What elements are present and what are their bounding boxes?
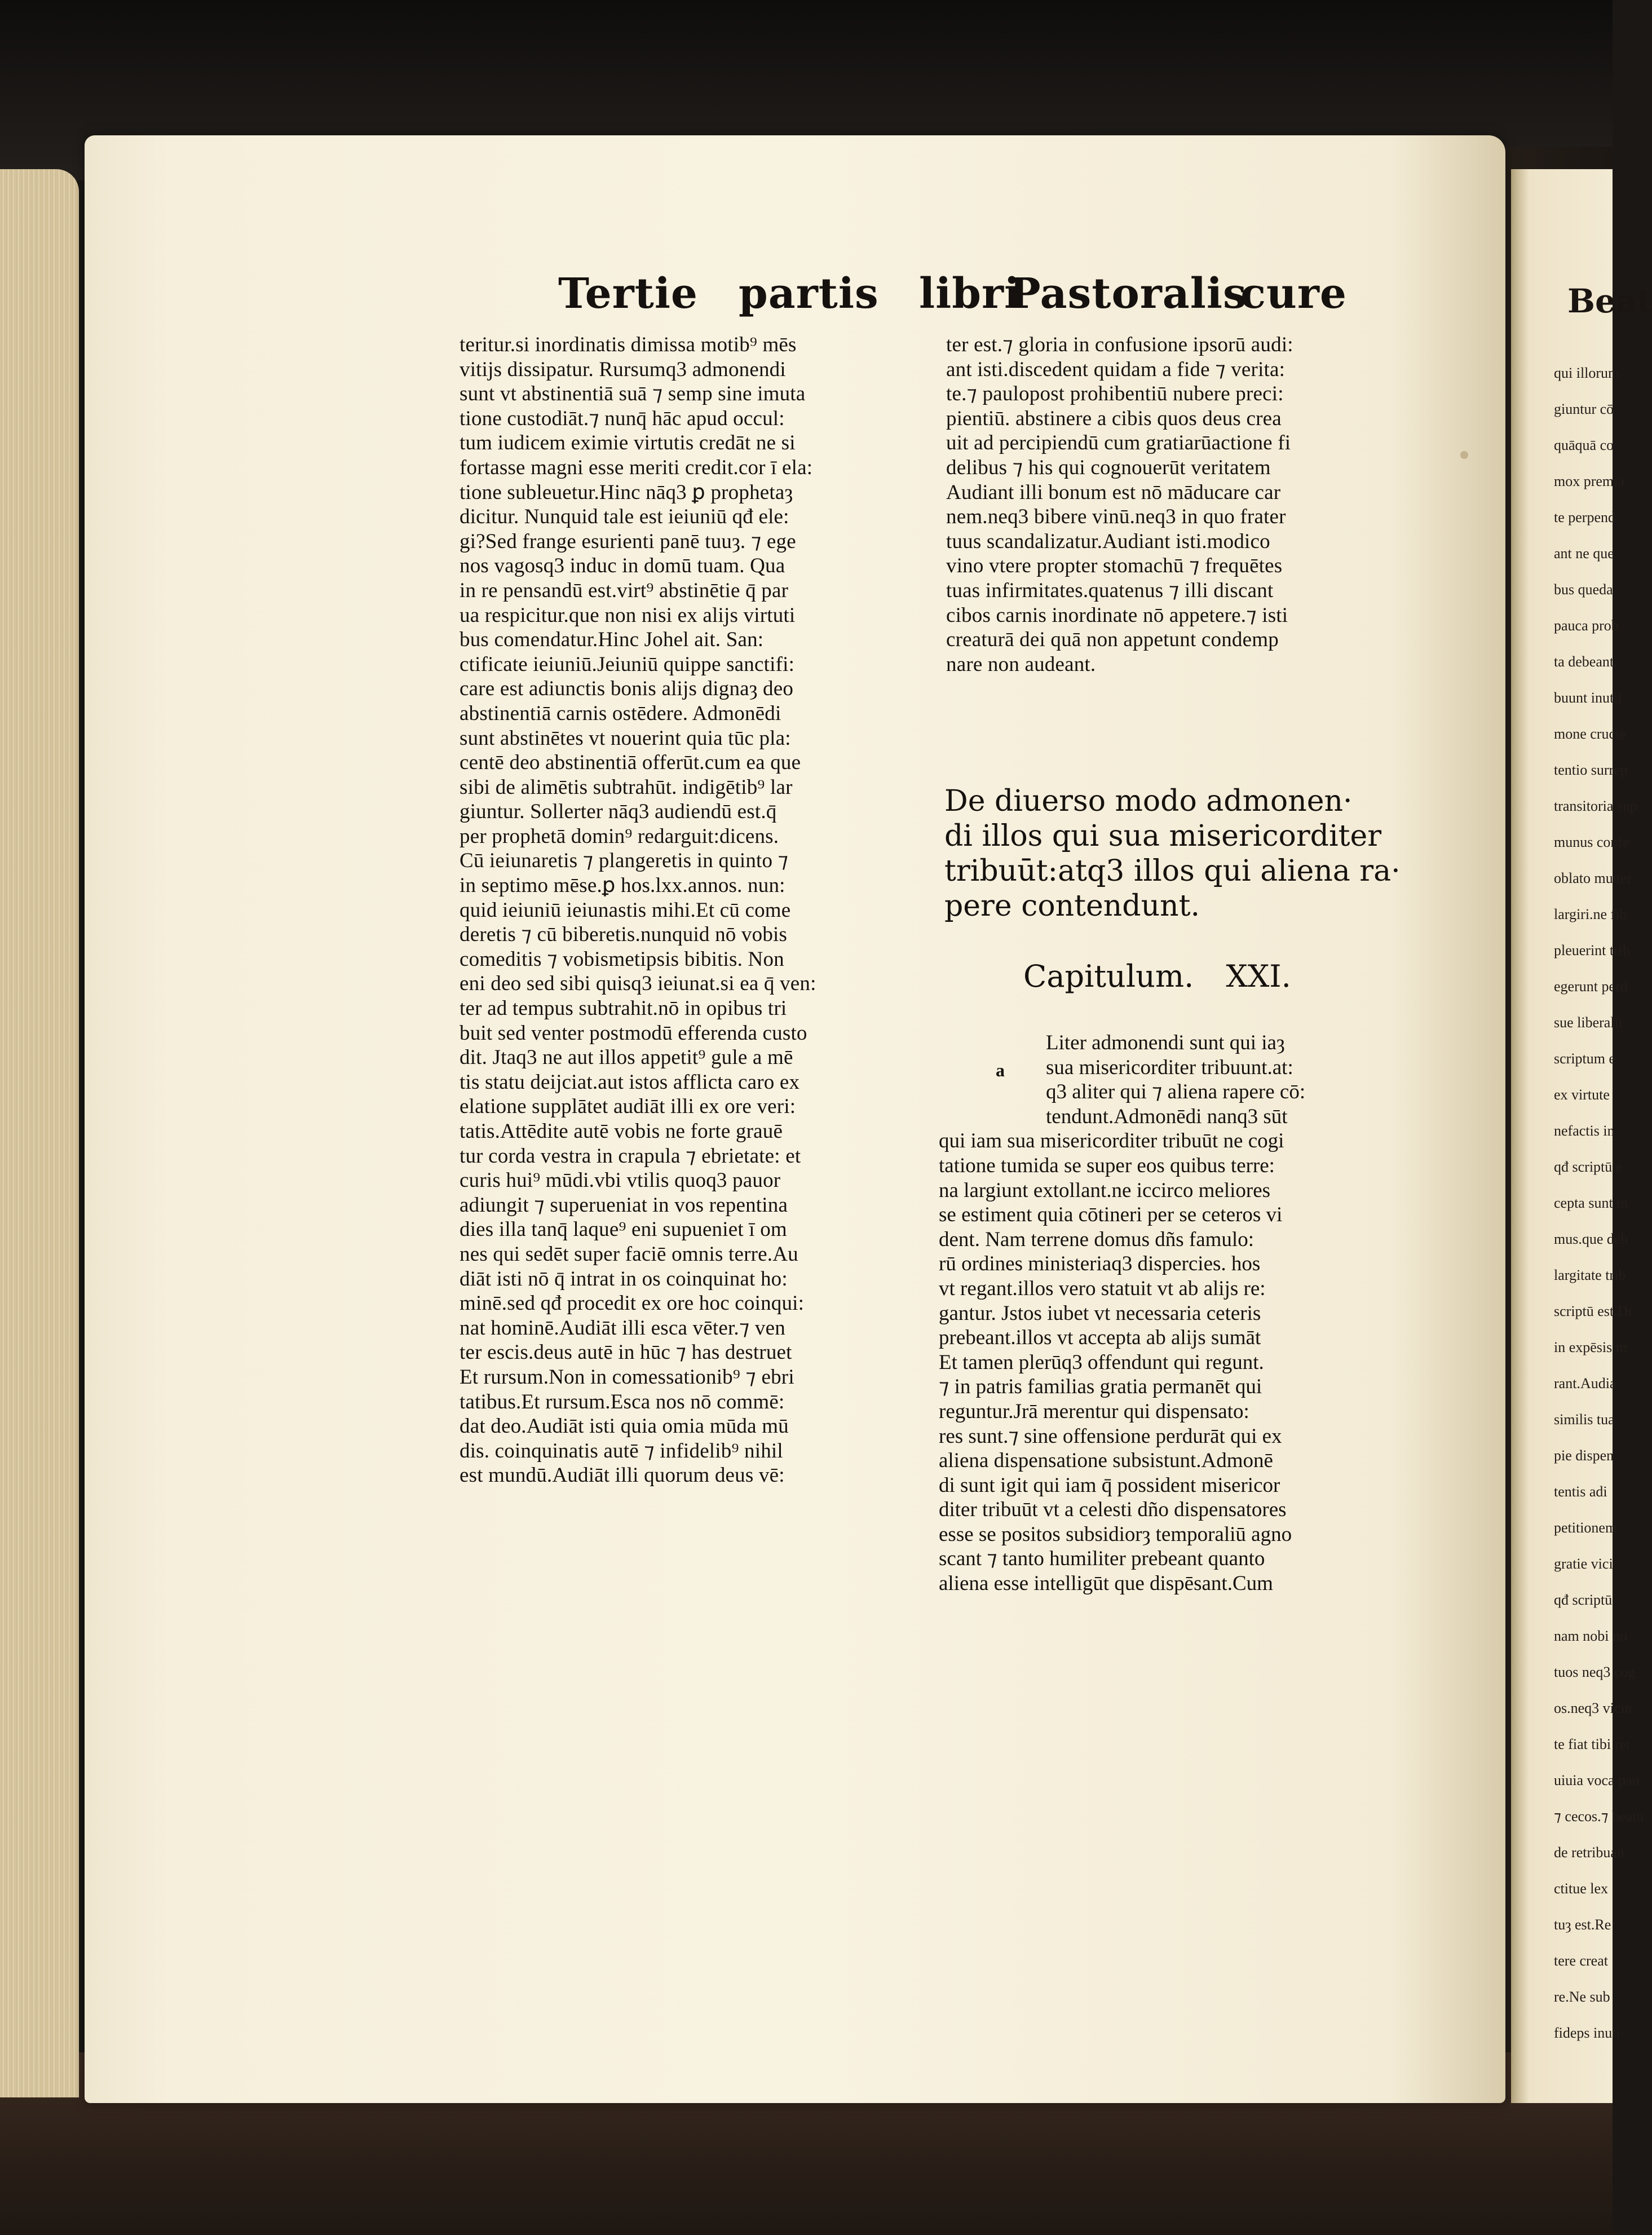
text-line: tatione tumida se super eos quibus terre: (939, 1154, 1275, 1177)
chapter-title (944, 784, 1407, 924)
text-line: tione subleuetur.Hinc nāq3 ꝑ prophetaȝ (460, 480, 793, 504)
text-line: nare non audeant. (946, 652, 1096, 676)
text-line: prebeant.illos vt accepta ab alijs sumāt (939, 1326, 1261, 1350)
text-line: vitijs dissipatur. Rursumq3 admonendi (460, 357, 786, 381)
text-line: teritur.si inordinatis dimissa motib⁹ mēs (460, 333, 797, 356)
text-line: elatione supplātet audiāt illi ex ore veri: (460, 1095, 796, 1119)
text-line: dies illa tanq̄ laque⁹ eni supueniet ī om (460, 1218, 787, 1242)
chapter-title-line: tribuūt:atq3 illos qui aliena ra· (944, 854, 1401, 888)
text-line: tione custodiāt.⁊ nunq̄ hāc apud occul: (460, 407, 785, 430)
text-line: Cū ieiunaretis ⁊ plangeretis in quinto ⁊ (460, 849, 789, 873)
next-page-line: qui illorum (1554, 365, 1620, 381)
text-line: quid ieiuniū ieiunastis mihi.Et cū come (460, 898, 791, 922)
next-page-line: petitionem (1554, 1520, 1617, 1536)
next-page-line: buunt inutil (1554, 690, 1622, 706)
next-page-line: ex virtute (1554, 1086, 1610, 1103)
text-line: ter ad tempus subtrahit.nō in opibus tri (460, 997, 787, 1021)
text-line: na largiunt extollant.ne iccirco meliores (939, 1178, 1271, 1202)
text-column-right-body (939, 1031, 1418, 1596)
text-line: tuas infirmitates.quatenus ⁊ illi discant (946, 578, 1274, 602)
text-line: dicitur. Nunquid tale est ieiuniū qđ ele: (460, 505, 789, 529)
text-line: minē.sed qđ procedit ex ore hoc coinqui: (460, 1292, 805, 1315)
text-line: ant isti.discedent quidam a fide ⁊ verita: (946, 357, 1286, 381)
page-edges (0, 169, 79, 2097)
text-line: sibi de alimētis subtrahūt. indigētib⁹ lar (460, 775, 793, 799)
chapter-number: XXI. (1226, 959, 1291, 994)
text-line: tis statu deijciat.aut istos afflicta caro ex (460, 1070, 800, 1094)
text-line: sua misericorditer tribuunt.at: (1046, 1055, 1293, 1079)
next-page-line: largiri.ne fib (1554, 906, 1627, 922)
text-line: Liter admonendi sunt qui iaȝ (1046, 1031, 1285, 1054)
text-line: in septimo mēse.ꝑ hos.lxx.annos. nun: (460, 874, 785, 898)
next-page-line: re.Ne sub (1554, 1989, 1610, 2005)
text-line: curis hui⁹ mūdi.vbi vtilis quoq3 pauor (460, 1169, 781, 1192)
next-page-line: tuos neq3 cog (1554, 1664, 1636, 1680)
text-line: se estiment quia cōtineri per se ceteros vi (939, 1203, 1283, 1227)
running-head-word-2: partis (739, 270, 879, 318)
next-page-line: in expēsis m (1554, 1339, 1627, 1355)
next-page-line: gratie vici (1554, 1556, 1613, 1572)
next-page-lines (1554, 355, 1644, 2051)
next-page-line: largitate trib (1554, 1267, 1626, 1283)
next-page-line: cepta sunt m (1554, 1195, 1628, 1211)
next-page-line: nam nobi no (1554, 1628, 1627, 1644)
running-head-word-5: cure (1240, 270, 1347, 318)
text-line: qui iam sua misericorditer tribuūt ne cogi (939, 1129, 1284, 1153)
text-line: Audiant illi bonum est nō māducare car (946, 480, 1281, 504)
next-page-line: os.neq3 vicin (1554, 1700, 1632, 1716)
running-head-word-3: libri (919, 270, 1021, 318)
text-line: care est adiunctis bonis alijs dignaȝ deo (460, 677, 794, 701)
text-line: esse se positos subsidiorȝ temporaliū agno (939, 1522, 1292, 1546)
text-line: ⁊ in patris familias gratia permanēt qui (939, 1375, 1262, 1399)
text-line: aliena esse intelligūt que dispēsant.Cum (939, 1572, 1273, 1596)
text-line: tuus scandalizatur.Audiant isti.modico (946, 529, 1270, 553)
next-page-line: quāquā co (1554, 437, 1614, 453)
chapter-label-word: Capitulum. (1023, 959, 1194, 994)
next-page-line: scriptum e (1554, 1050, 1616, 1067)
text-line: eni deo sed sibi quisq3 ieiunat.si ea q̄ ven: (460, 972, 816, 996)
next-page-line: pleuerint trib (1554, 942, 1631, 959)
chapter-title-line: di illos qui sua misericorditer (944, 819, 1382, 853)
next-page-line: nefactis in (1554, 1123, 1615, 1139)
next-page-line: uiuia voca pau (1554, 1772, 1640, 1788)
text-line: ter escis.deus autē in hūc ⁊ has destruet (460, 1341, 792, 1364)
next-page-line: qđ scriptū e (1554, 1159, 1623, 1175)
text-line: pientiū. abstinere a cibis quos deus crea (946, 407, 1282, 430)
text-line: diter tribuūt vt a celesti dño dispensatores (939, 1498, 1287, 1522)
text-line: sunt vt abstinentiā suā ⁊ semp sine imuta (460, 382, 806, 406)
text-line: scant ⁊ tanto humiliter prebeant quanto (939, 1547, 1265, 1571)
text-column-left (460, 333, 944, 1488)
next-page-line: pie dispen (1554, 1447, 1614, 1464)
next-page-line: giuntur cō (1554, 401, 1614, 417)
text-line: diāt isti nō q̄ intrat in os coinquinat ho: (460, 1267, 788, 1291)
text-line: nes qui sedēt super faciē omnis terre.Au (460, 1242, 798, 1266)
text-line: ua respicitur.que non nisi ex alijs virtuti (460, 603, 796, 627)
text-line: dent. Nam terrene domus dñs famulo: (939, 1227, 1254, 1251)
text-line: tur corda vestra in crapula ⁊ ebrietate: et (460, 1144, 801, 1168)
text-line: bus comendatur.Hinc Johel ait. San: (460, 628, 764, 652)
next-page-line: ⁊ cecos.⁊ beatu (1554, 1808, 1644, 1825)
text-line: dis. coinquinatis autē ⁊ infidelib⁹ nihil (460, 1439, 783, 1463)
text-line: ter est.⁊ gloria in confusione ipsorū audi: (946, 333, 1293, 356)
running-head (558, 270, 1348, 332)
text-line: delibus ⁊ his qui cognouerūt veritatem (946, 456, 1271, 479)
text-line: aliena dispensatione subsistunt.Admonē (939, 1449, 1273, 1473)
text-line: abstinentiā carnis ostēdere. Admonēdi (460, 701, 781, 725)
text-line: dit. Jtaq3 ne aut illos appetit⁹ gule a mē (460, 1046, 793, 1070)
text-line: tendunt.Admonēdi nanq3 sūt (1046, 1105, 1288, 1128)
text-line: adiungit ⁊ superueniat in vos repentina (460, 1193, 788, 1217)
next-page-line: te perpend (1554, 509, 1616, 525)
text-line: cibos carnis inordinate nō appetere.⁊ isti (946, 603, 1288, 627)
next-page-line: mus.que deb (1554, 1231, 1628, 1247)
text-line: comeditis ⁊ vobismetipsis bibitis. Non (460, 947, 784, 971)
next-page-line: ctitue lex (1554, 1880, 1609, 1897)
next-page-line: egerunt perd (1554, 978, 1628, 995)
next-page-line: tentio surrep (1554, 762, 1628, 778)
next-page-line: similis tua (1554, 1411, 1615, 1428)
text-column-right-top (946, 333, 1414, 677)
text-line: vino vtere propter stomachū ⁊ frequētes (946, 554, 1283, 578)
next-page-line: sue liberalit (1554, 1014, 1623, 1031)
next-page-sliver (1511, 169, 1652, 2103)
text-line: buit sed venter postmodū efferenda custo (460, 1021, 807, 1045)
next-page-line: mox premia (1554, 473, 1624, 489)
chapter-title-line: pere contendunt. (944, 889, 1200, 923)
text-line: Et tamen plerūq3 offendunt qui regunt. (939, 1350, 1264, 1374)
next-page-line: oblato muner (1554, 870, 1632, 886)
text-line: reguntur.Jrā merentur qui dispensato: (939, 1399, 1249, 1423)
next-page-line: pauca prob (1554, 617, 1619, 634)
next-page-line: tuȝ est.Re (1554, 1916, 1611, 1933)
next-page-head: Beat (1567, 282, 1652, 320)
marginal-letter: a (996, 1060, 1005, 1080)
text-line: est mundū.Audiāt illi quorum deus vē: (460, 1464, 785, 1487)
text-line: vt regant.illos vero statuit vt ab alijs re: (939, 1276, 1266, 1300)
running-head-word-1: Tertie (558, 270, 699, 318)
text-line: deretis ⁊ cū biberetis.nunquid nō vobis (460, 923, 788, 947)
chapter-label (1023, 959, 1418, 994)
next-page-line: te fiat tibi ret (1554, 1736, 1631, 1752)
text-line: ctificate ieiuniū.Jeiuniū quippe sanctifi: (460, 652, 795, 676)
text-line: fortasse magni esse meriti credit.cor ī ela: (460, 456, 813, 479)
next-page-line: ant ne que (1554, 545, 1614, 562)
text-line: nos vagosq3 induc in domū tuam. Qua (460, 554, 785, 578)
text-line: tatibus.Et rursum.Esca nos nō commē: (460, 1390, 785, 1414)
text-line: uit ad percipiendū cum gratiarūactione fi (946, 431, 1291, 455)
next-page-line: transitoria sup (1554, 798, 1638, 814)
text-line: centē deo abstinentiā offerūt.cum ea que (460, 751, 801, 775)
text-line: gantur. Jstos iubet vt necessaria ceteris (939, 1301, 1261, 1325)
text-line: q3 aliter qui ⁊ aliena rapere cō: (1046, 1080, 1306, 1104)
paper-stain (1460, 451, 1468, 459)
next-page-line: fideps inuti (1554, 2025, 1620, 2041)
running-head-word-4: Pastoralis (1009, 270, 1247, 318)
text-line: nat hominē.Audiāt illi esca vēter.⁊ ven (460, 1316, 785, 1340)
chapter-title-line: De diuerso modo admonen· (944, 784, 1353, 818)
text-line: dat deo.Audiāt isti quia omia mūda mū (460, 1415, 789, 1438)
text-line: creaturā dei quā non appetunt condemp (946, 628, 1279, 652)
next-page-line: ta debeant. (1554, 653, 1618, 670)
text-line: rū ordines ministeriaq3 dispercies. hos (939, 1252, 1261, 1276)
next-page-line: bus queda (1554, 581, 1613, 598)
next-page-line: mone crucie (1554, 726, 1626, 742)
next-page-line: rant.Audia (1554, 1375, 1616, 1392)
next-page-line: tentis adi (1554, 1483, 1607, 1500)
text-line: per prophetā domin⁹ redarguit:dicens. (460, 824, 779, 848)
next-page-line: de retribuan (1554, 1844, 1624, 1861)
text-line: gi?Sed frange esurienti panē tuuȝ. ⁊ ege (460, 529, 796, 553)
next-page-line: scriptū est.Dr (1554, 1303, 1633, 1319)
text-line: tum iudicem eximie virtutis credāt ne si (460, 431, 796, 455)
next-page-line: munus confe (1554, 834, 1629, 850)
text-line: sunt abstinētes vt nouerint quia tūc pla: (460, 726, 791, 750)
text-line: res sunt.⁊ sine offensione perdurāt qui ex (939, 1424, 1282, 1448)
text-line: in re pensandū est.virt⁹ abstinētie q̄ par (460, 578, 789, 602)
text-line: giuntur. Sollerter nāq3 audiendū est.q̄ (460, 800, 777, 824)
text-line: di sunt igit qui iam q̄ possident misericor (939, 1473, 1280, 1497)
next-page-line: qđ scriptū (1554, 1592, 1613, 1608)
text-line: Et rursum.Non in comessationib⁹ ⁊ ebri (460, 1365, 794, 1389)
text-line: tatis.Attēdite autē vobis ne forte grauē (460, 1120, 783, 1143)
text-line: te.⁊ paulopost prohibentiū nubere preci: (946, 382, 1284, 406)
text-line: nem.neq3 bibere vinū.neq3 in quo frater (946, 505, 1286, 529)
next-page-line: tere creat (1554, 1953, 1608, 1969)
